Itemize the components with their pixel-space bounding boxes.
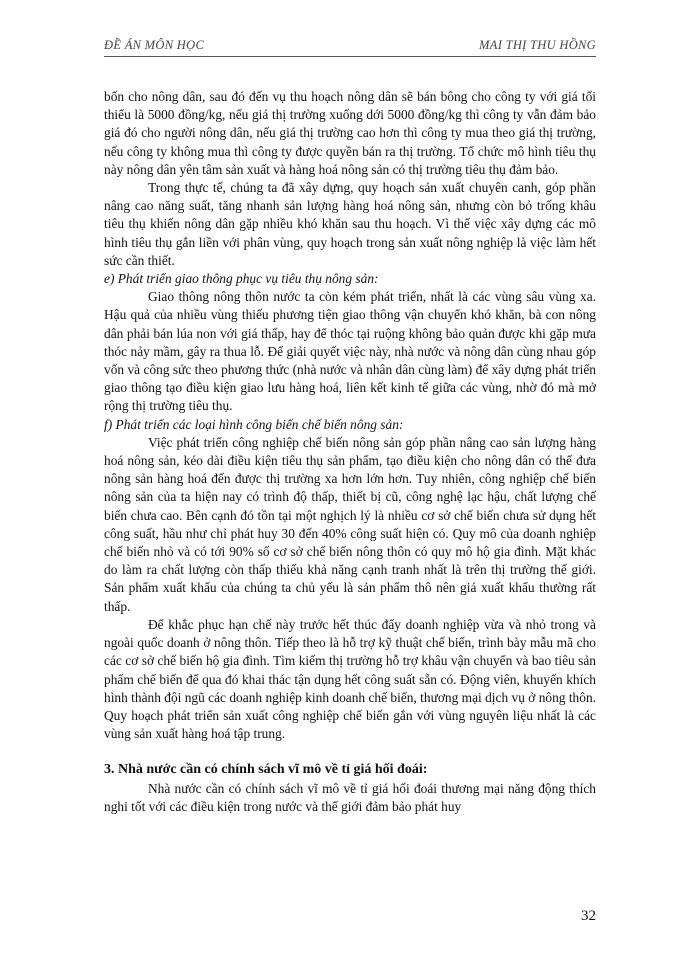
body-paragraph: Trong thực tế, chúng ta đã xây dựng, quy hoạch sản xuất chuyên canh, góp phần nâng cao năng suất, tăng nhanh sản lượng hàng hoá nông sản, nhưng còn bỏ trống khâu tiêu thụ khiến nông dân gặp nhiều khó khăn sau thu hoạch. Vì thế việc xây dựng các mô hình tiêu thụ gắn liền với phân vùng, quy hoạch trong sản xuất nông nghiệp là việc làm hết sức cần thiết. <box>104 180 596 268</box>
body-paragraph: Nhà nước cần có chính sách vĩ mô về tỉ giá hối đoái thương mại năng động thích nghi tốt với các điều kiện trong nước và thế giới đảm bảo phát huy <box>104 780 596 814</box>
document-body <box>104 88 596 816</box>
body-paragraph: Việc phát triển công nghiệp chế biến nông sản góp phần nâng cao sản lượng hàng hoá nông sản, kéo dài điều kiện tiêu thụ sản phẩm, tạo điều kiện cho nông dân có thể đưa nông sản hàng hoá đến được thị trường xa hơn lớn hơn. Tuy nhiên, công nghiệp chế biến nông sản của ta hiện nay có trình độ thấp, thiết bị cũ, công nghệ lạc hậu, chất lượng chế biến chưa cao. Bên cạnh đó tồn tại một nghịch lý là nhiều cơ sở chế biến chưa sử dụng hết công suất, hầu như chỉ phát huy 30 đến 40% công suất hiện có. Quy mô của doanh nghiệp chế biến nhỏ và có tới 90% số cơ sở chế biến nông thôn có quy mô hộ gia đình. Mặt khác do làm ra chất lượng còn thấp thiếu khả năng cạnh tranh nhất là trên thị trường thế giới. Sản phẩm xuất khẩu của chúng ta chủ yếu là sản phẩm thô nên giá xuất khẩu thường rất thấp. <box>104 434 596 614</box>
header-course-title: ĐỀ ÁN MÔN HỌC <box>104 38 205 52</box>
page-number: 32 <box>581 908 596 924</box>
page-header <box>104 38 596 53</box>
header-author-name: MAI THỊ THU HỒNG <box>479 38 596 52</box>
subheading-f: f) Phát triển các loại hình công biến chế biến nông sản: <box>104 416 404 432</box>
section-heading-3: 3. Nhà nước cần có chính sách vĩ mô về tỉ giá hối đoái: <box>104 762 428 778</box>
subheading-e: e) Phát triển giao thông phục vụ tiêu thụ nông sản: <box>104 271 379 287</box>
body-paragraph: bốn cho nông dân, sau đó đến vụ thu hoạch nông dân sẽ bán bông cho công ty với giá tối thiểu là 5000 đồng/kg, nếu giá thị trường xuống dới 5000 đồng/kg thì công ty vẫn đảm bảo giá đó cho người nông dân, nếu giá thị trường cao hơn thì công ty mua theo giá thị trường, nếu công ty không mua thì công ty được quyền bán ra thị trường. Tổ chức mô hình tiêu thụ này nông dân yên tâm sản xuất và hàng hoá nông sản có thị trường tiêu thụ đảm bảo. <box>104 89 596 177</box>
body-paragraph: Giao thông nông thôn nước ta còn kém phát triển, nhất là các vùng sâu vùng xa. Hậu quả của nhiều vùng thiếu phương tiện giao thông vận chuyển khó khăn, bà con nông dân phải bán lúa non với giá thấp, hay để thóc tại ruộng không bảo quản được khi gặp mưa thóc nảy mầm, gây ra thua lỗ. Để giải quyết việc này, nhà nước và nông dân cùng nhau góp vốn và công sức theo phương thức (nhà nước và nhân dân cùng làm) để xây dựng phát triển giao thông tạo điều kiện giao lưu hàng hoá, liên kết kinh tế giữa các vùng, nhờ đó mà mở rộng thị trường tiêu thụ. <box>104 289 596 414</box>
header-divider <box>104 56 596 57</box>
body-paragraph: Để khắc phục hạn chế này trước hết thúc đẩy doanh nghiệp vừa và nhỏ trong và ngoài quốc doanh ở nông thôn. Tiếp theo là hỗ trợ kỹ thuật chế biến, trình bày mẫu mã cho các cơ sở chế biến hộ gia đình. Tìm kiếm thị trường hỗ trợ khâu vận chuyển và bao tiêu sản phẩm chế biến để qua đó khai thác tận dụng hết công suất sẵn có. Động viên, khuyến khích hình thành đội ngũ các doanh nghiệp kinh doanh chế biến, thương mại dịch vụ ở nông thôn. Quy hoạch phát triển sản xuất công nghiệp chế biến gắn với vùng nguyên liệu nhất là các vùng sản xuất hàng hoá tập trung. <box>104 616 596 742</box>
